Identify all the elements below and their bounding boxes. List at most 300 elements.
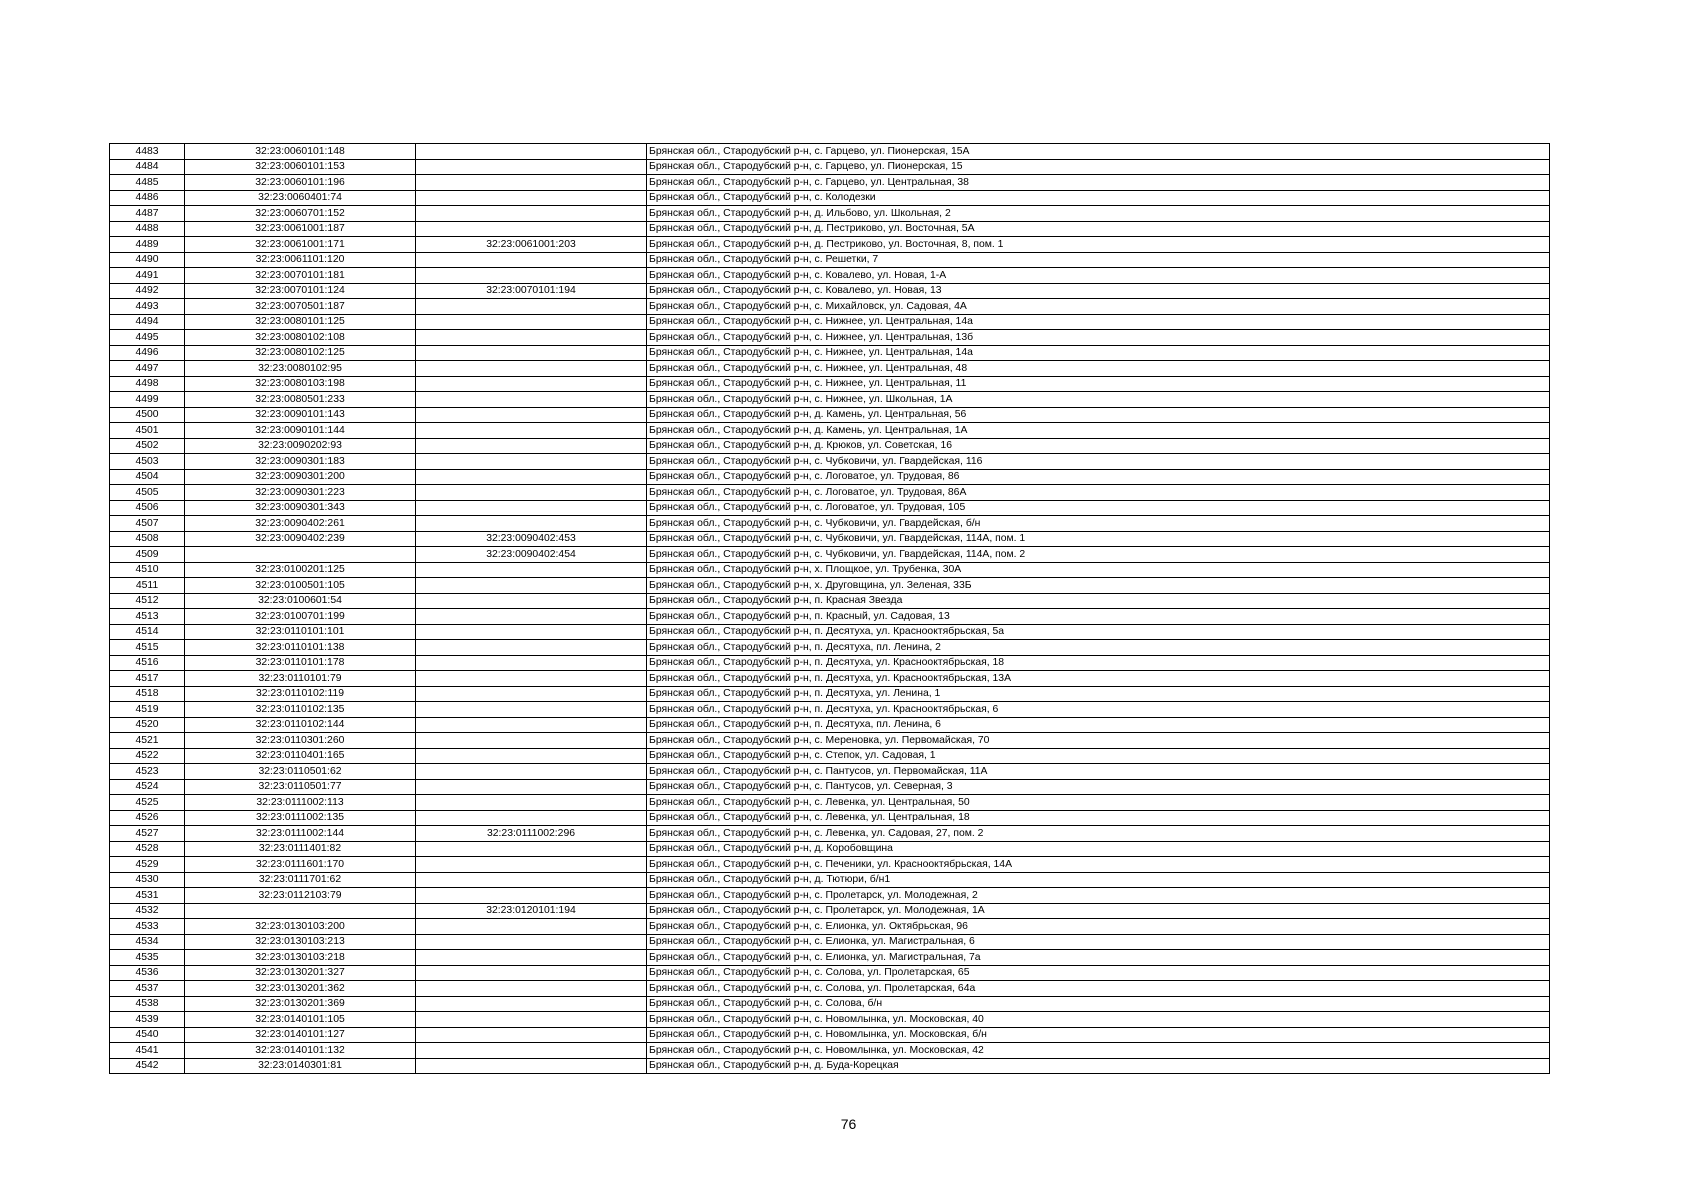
table-row <box>110 934 1550 950</box>
address-cell: Брянская обл., Стародубский р-н, п. Десятуха, пл. Ленина, 2 <box>647 640 1550 656</box>
row-number-cell: 4524 <box>110 779 185 795</box>
secondary-cadastral-number-cell <box>416 144 647 160</box>
row-number-cell: 4535 <box>110 950 185 966</box>
address-cell: Брянская обл., Стародубский р-н, с. Нижнее, ул. Центральная, 11 <box>647 376 1550 392</box>
cadastral-number-cell: 32:23:0061001:187 <box>185 221 416 237</box>
table-row <box>110 252 1550 268</box>
cadastral-number-cell: 32:23:0090101:144 <box>185 423 416 439</box>
table-row <box>110 361 1550 377</box>
row-number-cell: 4530 <box>110 872 185 888</box>
secondary-cadastral-number-cell <box>416 1058 647 1074</box>
cadastral-number-cell: 32:23:0110301:260 <box>185 733 416 749</box>
cadastral-number-cell: 32:23:0140101:105 <box>185 1012 416 1028</box>
secondary-cadastral-number-cell <box>416 717 647 733</box>
row-number-cell: 4494 <box>110 314 185 330</box>
row-number-cell: 4500 <box>110 407 185 423</box>
secondary-cadastral-number-cell <box>416 345 647 361</box>
address-cell: Брянская обл., Стародубский р-н, с. Пролетарск, ул. Молодежная, 1А <box>647 903 1550 919</box>
secondary-cadastral-number-cell <box>416 1027 647 1043</box>
secondary-cadastral-number-cell <box>416 593 647 609</box>
secondary-cadastral-number-cell <box>416 764 647 780</box>
secondary-cadastral-number-cell <box>416 733 647 749</box>
address-cell: Брянская обл., Стародубский р-н, с. Новомлынка, ул. Московская, б/н <box>647 1027 1550 1043</box>
row-number-cell: 4502 <box>110 438 185 454</box>
cadastral-number-cell: 32:23:0100201:125 <box>185 562 416 578</box>
cadastral-number-cell: 32:23:0140301:81 <box>185 1058 416 1074</box>
row-number-cell: 4520 <box>110 717 185 733</box>
row-number-cell: 4514 <box>110 624 185 640</box>
table-row <box>110 221 1550 237</box>
address-cell: Брянская обл., Стародубский р-н, с. Пролетарск, ул. Молодежная, 2 <box>647 888 1550 904</box>
address-cell: Брянская обл., Стародубский р-н, с. Печеники, ул. Краснооктябрьская, 14А <box>647 857 1550 873</box>
row-number-cell: 4507 <box>110 516 185 532</box>
table-row <box>110 392 1550 408</box>
registry-table <box>109 143 1550 1074</box>
cadastral-number-cell: 32:23:0060101:196 <box>185 175 416 191</box>
table-row <box>110 686 1550 702</box>
secondary-cadastral-number-cell <box>416 872 647 888</box>
address-cell: Брянская обл., Стародубский р-н, с. Мереновка, ул. Первомайская, 70 <box>647 733 1550 749</box>
table-row <box>110 190 1550 206</box>
secondary-cadastral-number-cell <box>416 624 647 640</box>
table-row <box>110 159 1550 175</box>
row-number-cell: 4511 <box>110 578 185 594</box>
row-number-cell: 4488 <box>110 221 185 237</box>
table-row <box>110 345 1550 361</box>
table-row <box>110 407 1550 423</box>
cadastral-number-cell: 32:23:0090402:261 <box>185 516 416 532</box>
address-cell: Брянская обл., Стародубский р-н, с. Гарцево, ул. Пионерская, 15А <box>647 144 1550 160</box>
secondary-cadastral-number-cell: 32:23:0111002:296 <box>416 826 647 842</box>
secondary-cadastral-number-cell: 32:23:0090402:454 <box>416 547 647 563</box>
row-number-cell: 4487 <box>110 206 185 222</box>
table-row <box>110 841 1550 857</box>
cadastral-number-cell: 32:23:0080101:125 <box>185 314 416 330</box>
cadastral-number-cell <box>185 547 416 563</box>
table-row <box>110 283 1550 299</box>
cadastral-number-cell: 32:23:0110101:138 <box>185 640 416 656</box>
secondary-cadastral-number-cell <box>416 810 647 826</box>
row-number-cell: 4515 <box>110 640 185 656</box>
row-number-cell: 4537 <box>110 981 185 997</box>
table-row <box>110 996 1550 1012</box>
row-number-cell: 4490 <box>110 252 185 268</box>
row-number-cell: 4489 <box>110 237 185 253</box>
address-cell: Брянская обл., Стародубский р-н, с. Левенка, ул. Центральная, 50 <box>647 795 1550 811</box>
secondary-cadastral-number-cell <box>416 779 647 795</box>
row-number-cell: 4529 <box>110 857 185 873</box>
table-row <box>110 919 1550 935</box>
table-row <box>110 702 1550 718</box>
secondary-cadastral-number-cell <box>416 1043 647 1059</box>
row-number-cell: 4531 <box>110 888 185 904</box>
address-cell: Брянская обл., Стародубский р-н, д. Ильбово, ул. Школьная, 2 <box>647 206 1550 222</box>
address-cell: Брянская обл., Стародубский р-н, с. Логоватое, ул. Трудовая, 86А <box>647 485 1550 501</box>
table-row <box>110 748 1550 764</box>
table-row <box>110 965 1550 981</box>
table-row <box>110 144 1550 160</box>
secondary-cadastral-number-cell <box>416 841 647 857</box>
cadastral-number-cell: 32:23:0111701:62 <box>185 872 416 888</box>
secondary-cadastral-number-cell <box>416 268 647 284</box>
cadastral-number-cell: 32:23:0060401:74 <box>185 190 416 206</box>
table-row <box>110 981 1550 997</box>
secondary-cadastral-number-cell <box>416 159 647 175</box>
row-number-cell: 4497 <box>110 361 185 377</box>
row-number-cell: 4516 <box>110 655 185 671</box>
address-cell: Брянская обл., Стародубский р-н, с. Ковалево, ул. Новая, 13 <box>647 283 1550 299</box>
cadastral-number-cell: 32:23:0080103:198 <box>185 376 416 392</box>
address-cell: Брянская обл., Стародубский р-н, д. Пестриково, ул. Восточная, 8, пом. 1 <box>647 237 1550 253</box>
cadastral-number-cell: 32:23:0110101:79 <box>185 671 416 687</box>
address-cell: Брянская обл., Стародубский р-н, с. Пантусов, ул. Северная, 3 <box>647 779 1550 795</box>
address-cell: Брянская обл., Стародубский р-н, с. Елионка, ул. Октябрьская, 96 <box>647 919 1550 935</box>
address-cell: Брянская обл., Стародубский р-н, с. Солова, ул. Пролетарская, 65 <box>647 965 1550 981</box>
row-number-cell: 4493 <box>110 299 185 315</box>
secondary-cadastral-number-cell <box>416 578 647 594</box>
row-number-cell: 4525 <box>110 795 185 811</box>
secondary-cadastral-number-cell <box>416 190 647 206</box>
row-number-cell: 4504 <box>110 469 185 485</box>
address-cell: Брянская обл., Стародубский р-н, с. Солова, б/н <box>647 996 1550 1012</box>
cadastral-number-cell: 32:23:0112103:79 <box>185 888 416 904</box>
cadastral-number-cell: 32:23:0100501:105 <box>185 578 416 594</box>
table-row <box>110 1027 1550 1043</box>
cadastral-number-cell: 32:23:0130103:213 <box>185 934 416 950</box>
secondary-cadastral-number-cell <box>416 392 647 408</box>
address-cell: Брянская обл., Стародубский р-н, д. Тютюри, б/н1 <box>647 872 1550 888</box>
address-cell: Брянская обл., Стародубский р-н, с. Новомлынка, ул. Московская, 42 <box>647 1043 1550 1059</box>
row-number-cell: 4496 <box>110 345 185 361</box>
secondary-cadastral-number-cell <box>416 221 647 237</box>
secondary-cadastral-number-cell: 32:23:0120101:194 <box>416 903 647 919</box>
row-number-cell: 4534 <box>110 934 185 950</box>
address-cell: Брянская обл., Стародубский р-н, с. Нижнее, ул. Центральная, 14а <box>647 345 1550 361</box>
table-row <box>110 888 1550 904</box>
table-row <box>110 826 1550 842</box>
address-cell: Брянская обл., Стародубский р-н, с. Нижнее, ул. Центральная, 48 <box>647 361 1550 377</box>
address-cell: Брянская обл., Стародубский р-н, с. Колодезки <box>647 190 1550 206</box>
secondary-cadastral-number-cell: 32:23:0061001:203 <box>416 237 647 253</box>
address-cell: Брянская обл., Стародубский р-н, п. Десятуха, ул. Краснооктябрьская, 18 <box>647 655 1550 671</box>
row-number-cell: 4509 <box>110 547 185 563</box>
secondary-cadastral-number-cell <box>416 206 647 222</box>
secondary-cadastral-number-cell <box>416 748 647 764</box>
cadastral-number-cell: 32:23:0061101:120 <box>185 252 416 268</box>
address-cell: Брянская обл., Стародубский р-н, с. Чубковичи, ул. Гвардейская, 114А, пом. 1 <box>647 531 1550 547</box>
address-cell: Брянская обл., Стародубский р-н, п. Десятуха, пл. Ленина, 6 <box>647 717 1550 733</box>
cadastral-number-cell: 32:23:0111002:113 <box>185 795 416 811</box>
address-cell: Брянская обл., Стародубский р-н, с. Логоватое, ул. Трудовая, 86 <box>647 469 1550 485</box>
address-cell: Брянская обл., Стародубский р-н, с. Елионка, ул. Магистральная, 6 <box>647 934 1550 950</box>
table-row <box>110 454 1550 470</box>
cadastral-number-cell <box>185 903 416 919</box>
secondary-cadastral-number-cell <box>416 438 647 454</box>
cadastral-number-cell: 32:23:0130201:327 <box>185 965 416 981</box>
address-cell: Брянская обл., Стародубский р-н, с. Нижнее, ул. Центральная, 14а <box>647 314 1550 330</box>
cadastral-number-cell: 32:23:0090301:343 <box>185 500 416 516</box>
table-row <box>110 872 1550 888</box>
secondary-cadastral-number-cell <box>416 500 647 516</box>
table-row <box>110 376 1550 392</box>
secondary-cadastral-number-cell <box>416 175 647 191</box>
cadastral-number-cell: 32:23:0090301:183 <box>185 454 416 470</box>
address-cell: Брянская обл., Стародубский р-н, д. Крюков, ул. Советская, 16 <box>647 438 1550 454</box>
secondary-cadastral-number-cell <box>416 376 647 392</box>
table-row <box>110 1043 1550 1059</box>
address-cell: Брянская обл., Стародубский р-н, п. Десятуха, ул. Краснооктябрьская, 6 <box>647 702 1550 718</box>
table-row <box>110 237 1550 253</box>
cadastral-number-cell: 32:23:0080102:125 <box>185 345 416 361</box>
table-row <box>110 206 1550 222</box>
address-cell: Брянская обл., Стародубский р-н, д. Пестриково, ул. Восточная, 5А <box>647 221 1550 237</box>
secondary-cadastral-number-cell <box>416 950 647 966</box>
address-cell: Брянская обл., Стародубский р-н, с. Пантусов, ул. Первомайская, 11А <box>647 764 1550 780</box>
cadastral-number-cell: 32:23:0110102:119 <box>185 686 416 702</box>
address-cell: Брянская обл., Стародубский р-н, х. Друговщина, ул. Зеленая, 33Б <box>647 578 1550 594</box>
secondary-cadastral-number-cell <box>416 609 647 625</box>
address-cell: Брянская обл., Стародубский р-н, с. Чубковичи, ул. Гвардейская, б/н <box>647 516 1550 532</box>
cadastral-number-cell: 32:23:0061001:171 <box>185 237 416 253</box>
row-number-cell: 4541 <box>110 1043 185 1059</box>
row-number-cell: 4491 <box>110 268 185 284</box>
row-number-cell: 4510 <box>110 562 185 578</box>
row-number-cell: 4512 <box>110 593 185 609</box>
table-row <box>110 593 1550 609</box>
table-row <box>110 330 1550 346</box>
secondary-cadastral-number-cell <box>416 702 647 718</box>
row-number-cell: 4483 <box>110 144 185 160</box>
cadastral-number-cell: 32:23:0110401:165 <box>185 748 416 764</box>
address-cell: Брянская обл., Стародубский р-н, с. Левенка, ул. Садовая, 27, пом. 2 <box>647 826 1550 842</box>
row-number-cell: 4533 <box>110 919 185 935</box>
table-row <box>110 609 1550 625</box>
cadastral-number-cell: 32:23:0080102:108 <box>185 330 416 346</box>
cadastral-number-cell: 32:23:0130201:362 <box>185 981 416 997</box>
cadastral-number-cell: 32:23:0111002:135 <box>185 810 416 826</box>
table-row <box>110 624 1550 640</box>
cadastral-number-cell: 32:23:0090301:200 <box>185 469 416 485</box>
cadastral-number-cell: 32:23:0130103:200 <box>185 919 416 935</box>
address-cell: Брянская обл., Стародубский р-н, с. Гарцево, ул. Центральная, 38 <box>647 175 1550 191</box>
row-number-cell: 4522 <box>110 748 185 764</box>
row-number-cell: 4521 <box>110 733 185 749</box>
row-number-cell: 4517 <box>110 671 185 687</box>
address-cell: Брянская обл., Стародубский р-н, с. Степок, ул. Садовая, 1 <box>647 748 1550 764</box>
address-cell: Брянская обл., Стародубский р-н, с. Елионка, ул. Магистральная, 7а <box>647 950 1550 966</box>
table-row <box>110 655 1550 671</box>
row-number-cell: 4538 <box>110 996 185 1012</box>
cadastral-number-cell: 32:23:0130103:218 <box>185 950 416 966</box>
secondary-cadastral-number-cell <box>416 1012 647 1028</box>
table-row <box>110 903 1550 919</box>
table-row <box>110 779 1550 795</box>
secondary-cadastral-number-cell <box>416 640 647 656</box>
secondary-cadastral-number-cell <box>416 857 647 873</box>
cadastral-number-cell: 32:23:0080501:233 <box>185 392 416 408</box>
table-row <box>110 299 1550 315</box>
cadastral-number-cell: 32:23:0111002:144 <box>185 826 416 842</box>
address-cell: Брянская обл., Стародубский р-н, с. Гарцево, ул. Пионерская, 15 <box>647 159 1550 175</box>
secondary-cadastral-number-cell <box>416 981 647 997</box>
row-number-cell: 4527 <box>110 826 185 842</box>
table-row <box>110 500 1550 516</box>
secondary-cadastral-number-cell <box>416 407 647 423</box>
table-row <box>110 857 1550 873</box>
table-row <box>110 516 1550 532</box>
cadastral-number-cell: 32:23:0110501:62 <box>185 764 416 780</box>
table-row <box>110 314 1550 330</box>
address-cell: Брянская обл., Стародубский р-н, с. Чубковичи, ул. Гвардейская, 114А, пом. 2 <box>647 547 1550 563</box>
secondary-cadastral-number-cell <box>416 888 647 904</box>
secondary-cadastral-number-cell <box>416 686 647 702</box>
secondary-cadastral-number-cell <box>416 361 647 377</box>
address-cell: Брянская обл., Стародубский р-н, с. Михайловск, ул. Садовая, 4А <box>647 299 1550 315</box>
address-cell: Брянская обл., Стародубский р-н, п. Красная Звезда <box>647 593 1550 609</box>
cadastral-number-cell: 32:23:0100701:199 <box>185 609 416 625</box>
cadastral-number-cell: 32:23:0060701:152 <box>185 206 416 222</box>
secondary-cadastral-number-cell <box>416 423 647 439</box>
cadastral-number-cell: 32:23:0110101:101 <box>185 624 416 640</box>
secondary-cadastral-number-cell: 32:23:0090402:453 <box>416 531 647 547</box>
row-number-cell: 4495 <box>110 330 185 346</box>
row-number-cell: 4528 <box>110 841 185 857</box>
cadastral-number-cell: 32:23:0090402:239 <box>185 531 416 547</box>
address-cell: Брянская обл., Стародубский р-н, с. Логоватое, ул. Трудовая, 105 <box>647 500 1550 516</box>
address-cell: Брянская обл., Стародубский р-н, с. Солова, ул. Пролетарская, 64а <box>647 981 1550 997</box>
row-number-cell: 4518 <box>110 686 185 702</box>
secondary-cadastral-number-cell <box>416 299 647 315</box>
address-cell: Брянская обл., Стародубский р-н, п. Десятуха, ул. Ленина, 1 <box>647 686 1550 702</box>
secondary-cadastral-number-cell <box>416 934 647 950</box>
table-row <box>110 764 1550 780</box>
cadastral-number-cell: 32:23:0090101:143 <box>185 407 416 423</box>
row-number-cell: 4539 <box>110 1012 185 1028</box>
cadastral-number-cell: 32:23:0110101:178 <box>185 655 416 671</box>
row-number-cell: 4536 <box>110 965 185 981</box>
address-cell: Брянская обл., Стародубский р-н, с. Ковалево, ул. Новая, 1-А <box>647 268 1550 284</box>
row-number-cell: 4484 <box>110 159 185 175</box>
row-number-cell: 4505 <box>110 485 185 501</box>
cadastral-number-cell: 32:23:0090301:223 <box>185 485 416 501</box>
row-number-cell: 4492 <box>110 283 185 299</box>
table-row <box>110 1058 1550 1074</box>
table-row <box>110 531 1550 547</box>
row-number-cell: 4503 <box>110 454 185 470</box>
cadastral-number-cell: 32:23:0070101:181 <box>185 268 416 284</box>
cadastral-number-cell: 32:23:0111601:170 <box>185 857 416 873</box>
table-row <box>110 950 1550 966</box>
row-number-cell: 4523 <box>110 764 185 780</box>
address-cell: Брянская обл., Стародубский р-н, д. Коробовщина <box>647 841 1550 857</box>
address-cell: Брянская обл., Стародубский р-н, п. Десятуха, ул. Краснооктябрьская, 5а <box>647 624 1550 640</box>
address-cell: Брянская обл., Стародубский р-н, х. Площкое, ул. Трубенка, 30А <box>647 562 1550 578</box>
table-row <box>110 469 1550 485</box>
address-cell: Брянская обл., Стародубский р-н, с. Нижнее, ул. Школьная, 1А <box>647 392 1550 408</box>
row-number-cell: 4540 <box>110 1027 185 1043</box>
address-cell: Брянская обл., Стародубский р-н, д. Буда-Корецкая <box>647 1058 1550 1074</box>
cadastral-number-cell: 32:23:0140101:127 <box>185 1027 416 1043</box>
cadastral-number-cell: 32:23:0140101:132 <box>185 1043 416 1059</box>
cadastral-number-cell: 32:23:0060101:148 <box>185 144 416 160</box>
address-cell: Брянская обл., Стародубский р-н, д. Камень, ул. Центральная, 1А <box>647 423 1550 439</box>
row-number-cell: 4542 <box>110 1058 185 1074</box>
secondary-cadastral-number-cell <box>416 919 647 935</box>
row-number-cell: 4501 <box>110 423 185 439</box>
secondary-cadastral-number-cell <box>416 330 647 346</box>
address-cell: Брянская обл., Стародубский р-н, с. Чубковичи, ул. Гвардейская, 116 <box>647 454 1550 470</box>
table-row <box>110 795 1550 811</box>
secondary-cadastral-number-cell <box>416 655 647 671</box>
table-row <box>110 485 1550 501</box>
secondary-cadastral-number-cell <box>416 795 647 811</box>
table-row <box>110 547 1550 563</box>
address-cell: Брянская обл., Стародубский р-н, п. Десятуха, ул. Краснооктябрьская, 13А <box>647 671 1550 687</box>
address-cell: Брянская обл., Стародубский р-н, с. Левенка, ул. Центральная, 18 <box>647 810 1550 826</box>
secondary-cadastral-number-cell <box>416 485 647 501</box>
row-number-cell: 4513 <box>110 609 185 625</box>
cadastral-number-cell: 32:23:0110102:135 <box>185 702 416 718</box>
address-cell: Брянская обл., Стародубский р-н, с. Решетки, 7 <box>647 252 1550 268</box>
address-cell: Брянская обл., Стародубский р-н, п. Красный, ул. Садовая, 13 <box>647 609 1550 625</box>
secondary-cadastral-number-cell <box>416 965 647 981</box>
row-number-cell: 4519 <box>110 702 185 718</box>
secondary-cadastral-number-cell <box>416 562 647 578</box>
table-row <box>110 671 1550 687</box>
page-number: 76 <box>840 1116 857 1132</box>
row-number-cell: 4506 <box>110 500 185 516</box>
cadastral-number-cell: 32:23:0080102:95 <box>185 361 416 377</box>
table-row <box>110 175 1550 191</box>
secondary-cadastral-number-cell <box>416 516 647 532</box>
address-cell: Брянская обл., Стародубский р-н, д. Камень, ул. Центральная, 56 <box>647 407 1550 423</box>
row-number-cell: 4532 <box>110 903 185 919</box>
table-row <box>110 810 1550 826</box>
registry-table-body <box>110 144 1550 1074</box>
table-row <box>110 733 1550 749</box>
row-number-cell: 4499 <box>110 392 185 408</box>
cadastral-number-cell: 32:23:0110501:77 <box>185 779 416 795</box>
cadastral-number-cell: 32:23:0070101:124 <box>185 283 416 299</box>
address-cell: Брянская обл., Стародубский р-н, с. Новомлынка, ул. Московская, 40 <box>647 1012 1550 1028</box>
table-row <box>110 268 1550 284</box>
secondary-cadastral-number-cell <box>416 996 647 1012</box>
cadastral-number-cell: 32:23:0070501:187 <box>185 299 416 315</box>
secondary-cadastral-number-cell <box>416 314 647 330</box>
secondary-cadastral-number-cell <box>416 469 647 485</box>
row-number-cell: 4526 <box>110 810 185 826</box>
table-row <box>110 438 1550 454</box>
cadastral-number-cell: 32:23:0111401:82 <box>185 841 416 857</box>
table-row <box>110 717 1550 733</box>
secondary-cadastral-number-cell: 32:23:0070101:194 <box>416 283 647 299</box>
row-number-cell: 4498 <box>110 376 185 392</box>
cadastral-number-cell: 32:23:0130201:369 <box>185 996 416 1012</box>
secondary-cadastral-number-cell <box>416 252 647 268</box>
table-row <box>110 1012 1550 1028</box>
cadastral-number-cell: 32:23:0110102:144 <box>185 717 416 733</box>
row-number-cell: 4486 <box>110 190 185 206</box>
cadastral-number-cell: 32:23:0060101:153 <box>185 159 416 175</box>
table-row <box>110 423 1550 439</box>
cadastral-number-cell: 32:23:0100601:54 <box>185 593 416 609</box>
row-number-cell: 4485 <box>110 175 185 191</box>
cadastral-number-cell: 32:23:0090202:93 <box>185 438 416 454</box>
table-row <box>110 640 1550 656</box>
table-row <box>110 562 1550 578</box>
secondary-cadastral-number-cell <box>416 671 647 687</box>
table-row <box>110 578 1550 594</box>
